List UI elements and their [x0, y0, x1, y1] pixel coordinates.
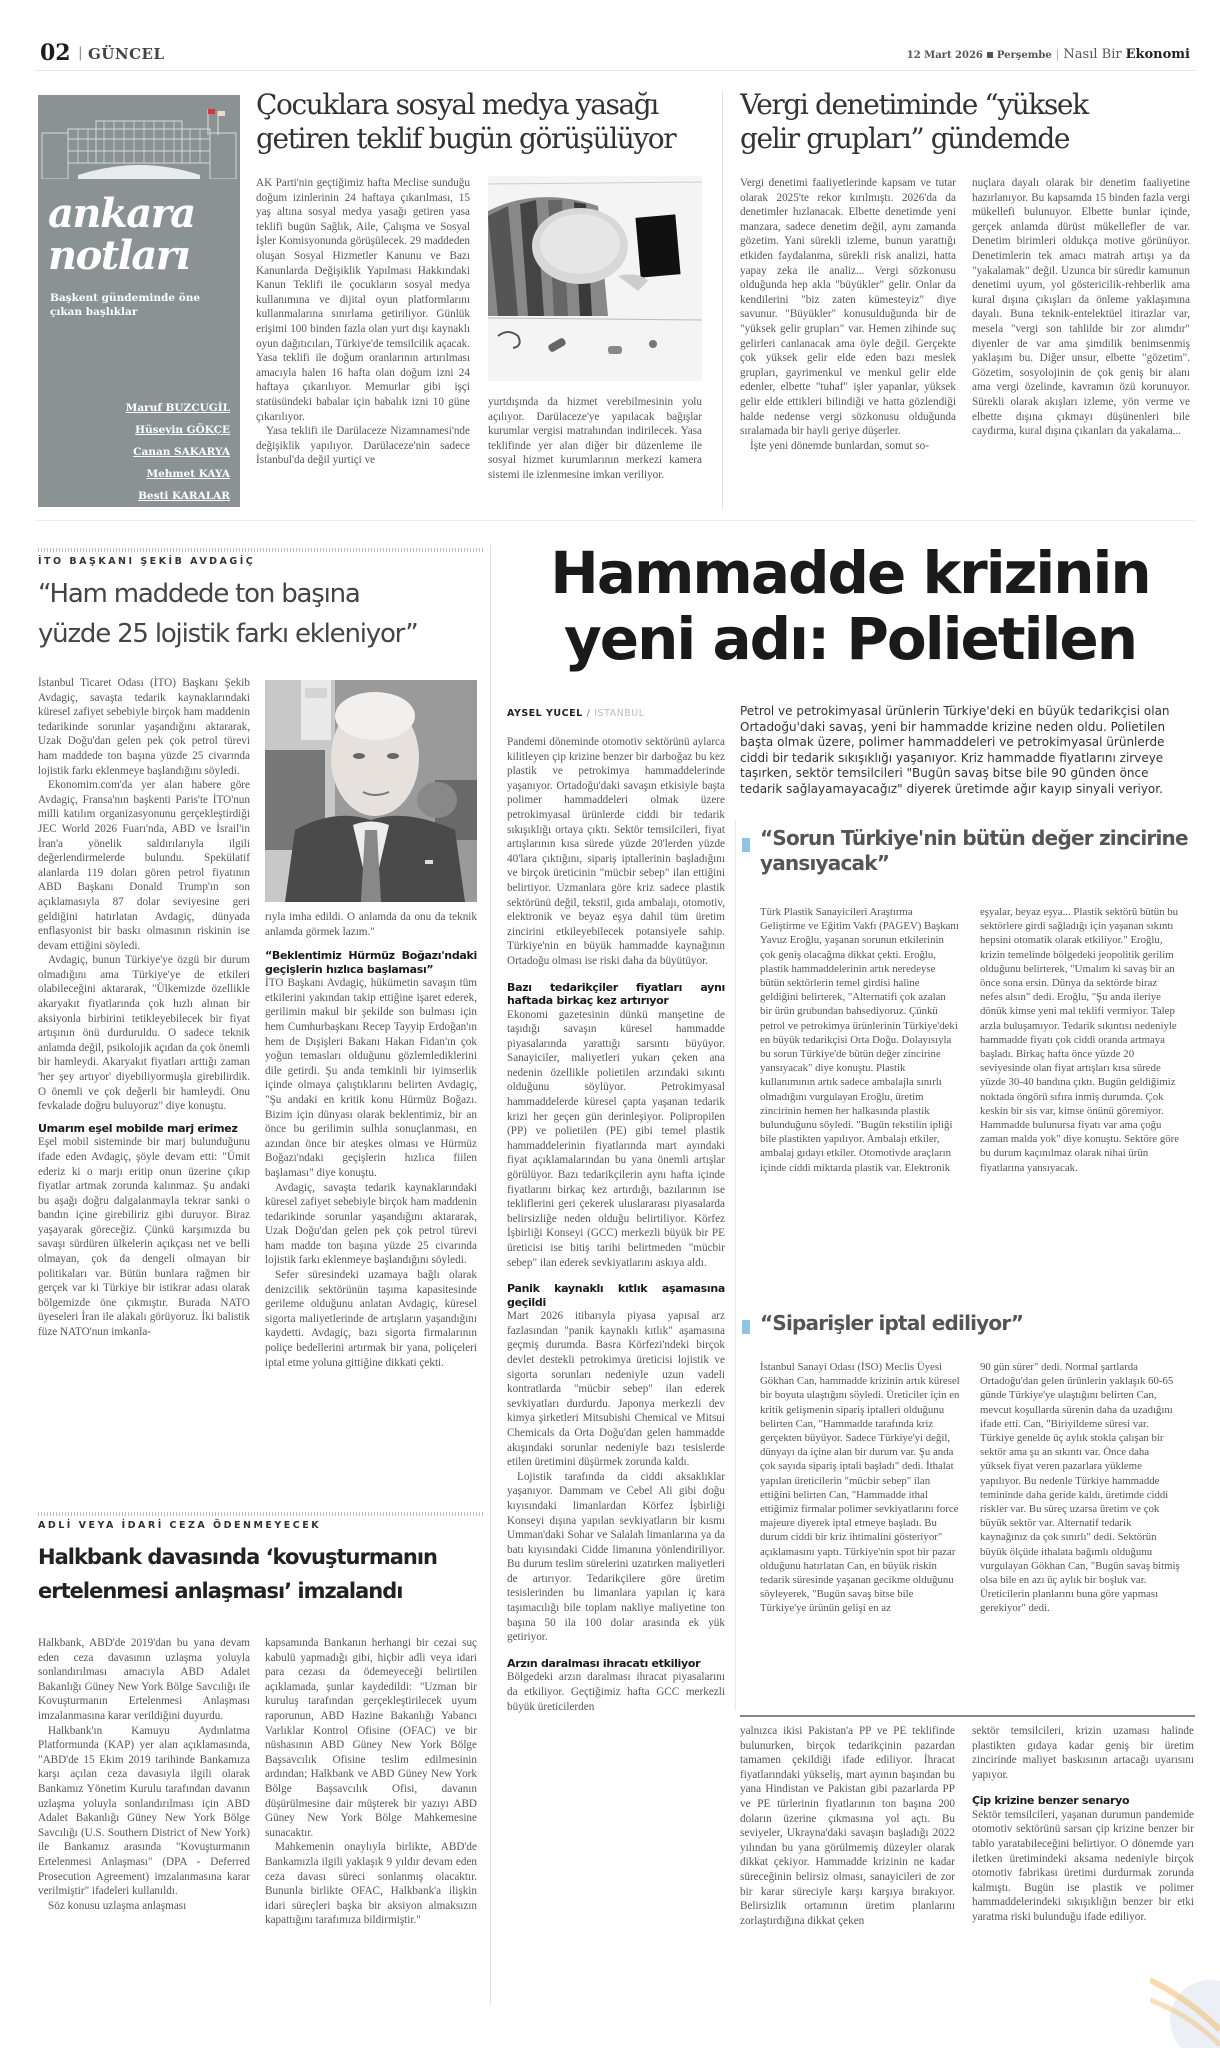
paragraph: Halkbank'ın Kamuyu Aydınlatma Platformunda (KAP) yer alan açıklamasında, "ABD'de 15 Ekim 2019 tarihinde Bankamıza karşı açılan ceza davasıyla ilgili olarak Bankamız Yönetim Kurulu tarafından davanın uzlaşma yoluyla sonlandırılması için ABD Adalet Bakanlığı Güney New York Bölge Savcılığı (U.S. Southern District of New York) ile Bankamız arasında "Kovuşturmanın Ertelenmesi Anlaşması" (DPA - Deferred Prosecution Agreement) imzalanmasına karar verilmiştir" ifadeleri kullanıldı. [38, 1724, 250, 1898]
issue-date: 12 Mart 2026 [906, 50, 983, 61]
paragraph: eşyalar, beyaz eşya... Plastik sektörü bütün bu sektörlere girdi sağladığı için yaşanan sıkıntı hepsini otomatik olarak etkiliyor." Eroğlu, krizin temelinde bölgedeki jeopolitik gerilim olduğunu belirterek, "Umalım ki savaş bir an önce sona ersin. Dünya da sektörde biraz nefes alsın" dedi. Eroğlu, "Şu anda ileriye dönük kimse yeni mal teklifi vermiyor. Talep arzla buluşamıyor. Tedarik sıkıntısı nedeniyle hammadde fiyatı çok ciddi oranda artmaya başladı. Birkaç hafta önce yüzde 20 seviyesinde olan fiyat artışları kısa sürede yüzde 30-40 bandına çıktı. Bugün geldiğimiz noktada öngörü sıfıra inmiş durumda. Çok keskin bir sis var, kimse önünü göremiyor. Hammadde bulunursa fiyatı var ama çoğu zaman malda yok" diye konuştu. Sektöre göre bu durum kaçınılmaz olarak nihai ürün fiyatlarına yansıyacak. [980, 906, 1179, 1174]
column-divider [490, 545, 491, 2005]
social-media-column-1 [256, 176, 470, 504]
header-meta [907, 47, 1190, 62]
headline-line: getiren teklif bugün görüşülüyor [256, 122, 676, 155]
headline-line: yüzde 25 lojistik farkı ekleniyor” [38, 619, 418, 649]
paragraph: Eşel mobil sisteminde bir marj bulunduğunu ifade eden Avdagiç, şöyle devam etti: "Ümit ederiz ki o marjı eritip onun üzerine çıkıp fiyatlar artmak zorunda kalınmaz. Şu andaki bu aşağı doğru dalgalanmayla tekrar sanki o bandın içine girebiliriz gibi duruyor. Biraz yaşayarak göreceğiz. Çünkü karşımızda bu savaşı sürdüren ülkelerin açıkçası net ve belli olmayan, çok da dengeli olmayan bir politikaları var. Bütün bunlara rağmen bir gerçek var ki Türkiye bir istikrar adası olarak bölgemizde öne çıkmıştır. Burada NATO üyeseleri İran ile alakalı görüyoruz. İki balistik füze NATO'nun imkanla- [38, 1136, 250, 1339]
box1-column-1 [760, 905, 960, 1301]
ankara-notlari-panel [38, 95, 240, 507]
box1-title: “Sorun Türkiye'nin bütün değer zincirine yansıyacak” [760, 826, 1188, 875]
quote-marker-icon [742, 838, 750, 852]
paragraph: Ekonomi gazetesinin dünkü manşetine de taşıdığı savaşın küresel hammadde piyasalarında yarattığı sarsıntı büyüyor. Sanayiciler, maliyetleri yukarı çeken ana nedenin özellikle polietilen arzındaki sıkıntı olduğunu söylüyor. Petrokimyasal hammaddelerde küresel çapta yaşanan tedarik krizi her geçen gün derinleşiyor. Polipropilen (PP) ve polietilen (PE) gibi temel plastik hammaddelerinin fiyatlarında mart ayındaki fiyat açıklamalarından bu yana önemli artışlar görülüyor. Bazı tedarikçilerin aynı hafta içinde fiyatlarını birkaç kez artırdığı, bazılarının ise tekliflerini geri çekerek uluslararası piyasalarda belirsizliğe neden olduğu belirtiliyor. Körfez İşbirliği Konseyi (GCC) merkezli büyük bir PE üreticisi ise bitiş tarihi belirtmeden "mücbir sebep" ilan ederek sevkiyatlarını askıya aldı. [507, 1008, 725, 1269]
author-link[interactable]: Maruf BUZCUGİL [125, 402, 230, 414]
author-link[interactable]: Besti KARALAR [138, 490, 230, 502]
box-bottom-rule [740, 1715, 1195, 1717]
author-link[interactable]: Hüseyin GÖKÇE [135, 424, 230, 436]
subheading: Bazı tedarikçiler fiyatları aynı haftada birkaç kez artırıyor [507, 980, 725, 1007]
main-column-2-bottom [740, 1724, 955, 2044]
subheading: Panik kaynaklı kıtlık aşamasına geçildi [507, 1282, 725, 1309]
byline: AYSEL YÜCEL / İSTANBUL [507, 708, 645, 719]
paragraph: Bölgedeki arzın daralması ihracat piyasalarını da etkiliyor. Geçtiğimiz hafta GCC merkezli büyük üreticilerden [507, 1671, 725, 1713]
social-media-headline [256, 88, 716, 156]
box2-column-1 [760, 1360, 960, 1700]
halkbank-kicker: ADLİ VEYA İDARİ CEZA ÖDENMEYECEK [38, 1520, 322, 1531]
subheading: “Beklentimiz Hürmüz Boğazı'ndaki geçişlerin hızlıca başlaması” [265, 949, 477, 976]
paragraph: İTO Başkanı Avdagiç, hükümetin savaşın tüm etkilerini yakından takip ettiğine işaret ederek, gerilimin makul bir şekilde son bulması için hem Cumhurbaşkanı Recep Tayyip Erdoğan'ın hem de Dışişleri Bakanı Hakan Fidan'ın çok yoğun temasları olduğunu gözlemlediklerini dile getirdi. Şu anda temkinli bir iyimserlik içinde olmaya çalıştıklarını belirten Avdagiç, "Şu andaki en kritik konu Hürmüz Boğazı. Bizim için dünyası olarak beklentimiz, bir an önce bu gerilimin sulhla sonuçlanması, en azından önce bir ateşkes olması ve Hürmüz Boğazı'ndaki geçişlerin hızlıca fiilen başlaması" diye konuştu. [265, 977, 477, 1179]
ankara-title-line2: notları [48, 232, 190, 279]
parliament-building-illustration [38, 95, 240, 183]
paragraph: Avdagiç, bunun Türkiye'ye özgü bir durum olmadığını ama Türkiye'ye de etkileri olabileceğini aktararak, "Ülkemizde özellikle akaryakıt fiyatlarında çok hızlı alınan bir aksiyonla birbirini tetikleyebilecek bir fiyat artışının önü durduruldu. O sadece teknik anlamda değil, psikolojik açıdan da çok önemli bir hamleydi. Akaryakıt fiyatları arttığı zaman 'her şey artıyor' diyebiliyormuşla girebilirdik. O önemli ve çok değerli bir hamleydi. Onu fevkalade doğru buluyoruz" diye konuştu. [38, 954, 250, 1113]
subheading: Çip krizine benzer senaryo [972, 1794, 1130, 1808]
paragraph: Söz konusu uzlaşma anlaşması [48, 1899, 187, 1912]
paragraph: Yasa teklifi ile Darülaceze Nizamnamesi'nde değişiklik yapılıyor. Darülaceze'nin sadece İstanbul'da değil yurtiçi ve [256, 425, 470, 467]
page-number: 02 [40, 40, 71, 66]
headline-line: gelir grupları” gündemde [740, 122, 1070, 155]
paragraph: rıyla imha edildi. O anlamda da onu da teknik anlamda görmek lazım." [265, 911, 477, 938]
ankara-title-line1: ankara [48, 190, 195, 237]
halkbank-headline [38, 1540, 486, 1608]
box1-column-2 [980, 905, 1180, 1301]
ito-headline [38, 574, 486, 654]
ankara-notlari-title [48, 190, 195, 279]
header-divider: | [1055, 48, 1060, 61]
author-link[interactable]: Mehmet KAYA [146, 468, 230, 480]
brand-name-part1: Nasıl Bir [1063, 47, 1122, 62]
paragraph: Türk Plastik Sanayicileri Araştırma Geliştirme ve Eğitim Vakfı (PAGEV) Başkanı Yavuz Eroğlu, yaşanan sorunun etkilerinin çok geniş olacağına dikkat çekti. Eroğlu, plastik hammaddelerinin artık neredeyse bütün sektörlerin temel girdisi haline geldiğini belirterek, "Alternatifi çok azalan bir ürün grubundan bahsediyoruz. Çünkü petrol ve petrokimya ürünlerinin Türkiye'deki en büyük tedarikçisi Orta Doğu. Dolayısıyla bu sorun Türkiye'de bütün değer zincirine yansıyacak" diye konuştu. Plastik kullanımının artık sadece ambalajla sınırlı olmadığını vurgulayan Eroğlu, üretim zincirinin hemen her halkasında plastik bulunduğunu söyledi. "Bugün tekstilin ipliği bile plastikten yapılıyor. Ambalajı etkiler, ambalaj gıdayı etkiler. Otomotivde araçların içinde ciddi miktarda plastik var. Elektronik [760, 906, 959, 1174]
paragraph: Avdagiç, savaşta tedarik kaynaklarındaki küresel zafiyet sebebiyle birçok ham maddenin tedarikinde sorunlar yaşandığını aktararak, Uzak Doğu'dan gelen pek çok petrol türevi ham madde ton başına yüzde 25 civarında lojistik farkı eklenmeye başlandığını söyledi. [265, 1181, 477, 1267]
issue-weekday: Perşembe [996, 50, 1052, 61]
header-separator: | [78, 45, 83, 61]
paragraph: Ekonomim.com'da yer alan habere göre Avdagiç, Fransa'nın başkenti Paris'te İTO'nun milli katılım organizasyonunu gerçekleştirdiği JEC World 2026 Fuarı'nda, ABD ve İsrail'in İran'a yönelik saldırılarıyla ilgili değerlendirmelerde bulundu. Spekülatif alanlarda 119 doları gören petrol fiyatının ABD Başkanı Donald Trump'ın son açıklamasıyla 87 dolar seviyesine geri geldiğini hatırlatan Avdagiç, dünyada enflasyonist bir baskı olmasının riskinin ise devam ettiğini söyledi. [38, 779, 250, 952]
headline-line: Vergi denetiminde “yüksek [740, 88, 1088, 121]
byline-author: AYSEL YÜCEL [507, 708, 583, 719]
main-column-1 [507, 735, 725, 2035]
ito-column-1 [38, 676, 250, 1506]
brand-name-part2: Ekonomi [1125, 47, 1190, 62]
halkbank-column-2 [265, 1636, 477, 2041]
column-divider [722, 90, 723, 510]
social-media-column-2 [488, 395, 702, 505]
main-headline [505, 540, 1195, 672]
main-lede: Petrol ve petrokimyasal ürünlerin Türkiye'deki en büyük tedarikçisi olan Ortadoğu'daki savaş, yeni bir hammadde krizine neden oldu. Polietilen başta olmak üzere, polimer hammaddeleri ve petrokimyasal ürünlerde ciddi bir tedarik sıkışıklığı yaşanıyor. Kriz hammadde fiyatlarını zirveye taşırken, sektör temsilcileri "Bugün savaş bitse bile 90 günden önce tedarik sağlayamayacağız" diyerek üretimde ağır kayıp sinyali veriyor. [740, 704, 1170, 796]
halkbank-column-1 [38, 1636, 250, 2041]
paragraph: Lojistik tarafında da ciddi aksaklıklar yaşanıyor. Dammam ve Cebel Ali gibi doğu kıyısındaki limanlardan Körfez İşbirliği Konseyi dışına yapılan sevkiyatların bir kısmı Umman'daki Sohar ve Salalah limanlarına ya da batı kıyısındaki Cidde limanına yönlendiriliyor. Bu durum teslim sürelerini uzatırken maliyetleri de artırıyor. Tedarikçilere göre üretim tesislerinden bu limanlara yapılan iç kara taşımacılığı bile toplam nakliye maliyetine ton başına 50 ila 100 dolar arasında ek yük getiriyor. [507, 1470, 725, 1644]
header-rule [35, 70, 1195, 71]
headline-line: Hammadde krizinin [550, 539, 1150, 607]
paragraph: Sefer süresindeki uzamaya bağlı olarak denizcilik sektörünün taşıma kapasitesinde gerileme olduğunu anlatan Avdagiç, küresel sigorta maliyetlerinde de artışların yaşandığını kaydetti. Avdagiç, bazı sigorta firmalarının poliçe bedellerini artırmak bir yana, poliçeleri iptal etme yoluna gittiğine dikkati çekti. [265, 1269, 477, 1369]
paragraph: Mahkemenin onaylıyla birlikte, ABD'de Bankamızla ilgili yaklaşık 9 yıldır devam eden ceza davası süreci sonlanmış olacaktır. Bununla birlikte OFAC, Halkbank'a ilişkin idari süreçleri başka bir aksiyon almaksızın kapattığını tarafımıza bildirmiştir." [265, 1841, 477, 1927]
box2-column-2 [980, 1360, 1180, 1700]
quote-marker-icon [742, 1320, 750, 1334]
box2-title: “Siparişler iptal ediliyor” [760, 1311, 1024, 1335]
child-with-tablet-photo [488, 176, 702, 381]
paragraph: kapsamında Bankanın herhangi bir cezai suç kabulü yapmadığı gibi, hiçbir adli veya idari para cezası da ödemeyeceği belirtilen açıklamada, şunlar kaydedildi: "Uzman bir kuruluş tarafından gerçekleştirilecek uyum raporunun, ABD Hazine Bakanlığı Yabancı Varlıklar Kontrol Ofisine (OFAC) ve bir nüshasının ABD Güney New York Bölge Başsavcılık Ofisine teslim edilmesinin ardından; Halkbank ve ABD Güney New York Bölge Başsavcılık Ofisi, davanın düşürülmesine dair müşterek bir yazıyı ABD Güney New York Bölge Mahkemesine sunacaktır. [265, 1637, 477, 1839]
tax-column-2 [972, 176, 1190, 504]
paragraph: İstanbul Ticaret Odası (İTO) Başkanı Şekib Avdagiç, savaşta tedarik kaynaklarındaki küresel zafiyet sebebiyle birçok ham maddenin tedarikinde sorunlar yaşandığını aktararak, Uzak Doğu'dan gelen pek çok petrol türevi ham maddede ton başına yüzde 25 civarında lojistik farkı eklenmeye başlandığını söyledi. [38, 677, 250, 777]
box-border [735, 820, 736, 1710]
paragraph: Pandemi döneminde otomotiv sektörünü aylarca kilitleyen çip krizine benzer bir darboğaz bu kez plastik ve petrokimya hammaddelerinde yaşanıyor. Ortadoğu'daki savaşın etkisiyle başta polimer hammaddeleri olmak üzere petrokimyasal ürünlerde ciddi bir tedarik sıkışıklığı ortaya çıktı. Sektör temsilcileri, fiyat artışlarının kısa sürede yüzde 20'lerden yüzde 40'lara çıktığını, sipariş iptallerinin başladığını ve birçok üreticinin "mücbir sebep" ilan ettiğini belirtiyor. Uzmanlara göre kriz sadece plastik sektörünü değil, tekstil, gıda ambalajı, otomotiv, elektronik ve beyaz eşya dahil tüm üretim zincirini etkileyebilecek potansiyele sahip. Türkiye'nin en büyük hammadde kaynağının Ortadoğu olması ise riski daha da büyütüyor. [507, 736, 725, 967]
headline-line: Çocuklara sosyal medya yasağı [256, 88, 658, 121]
tax-headline [740, 88, 1195, 156]
paragraph: Sektör temsilcileri, yaşanan durumun pandemide otomotiv sektörünü sarsan çip krizine benzer bir tablo yaratabileceğini belirtiyor. O dönemde yarı iletken üretimindeki aksama nedeniyle birçok otomotiv fabrikası üretimi durdurmak zorunda kalmıştı. Bugün ise plastik ve polimer hammaddelerindeki sıkışıklığın benzer bir etki yaratma riski bulunduğu ifade ediliyor. [972, 1808, 1194, 1924]
paragraph: 90 gün sürer" dedi. Normal şartlarda Ortadoğu'dan gelen ürünlerin yaklaşık 60-65 günde Türkiye'ye ulaştığını belirten Can, mevcut koşullarda sürenin daha da uzadığını ifade etti. Can, "Biriyildeme süresi var. Türkiye genelde üç aylık stokla çalışan bir sektör ama şu an sıkıntı var. Önce daha yüksek fiyat veren pazarlara yükleme yapılıyor. Bu nedenle Türkiye hammadde temininde daha geride kaldı, üretimde ciddi riskler var. Bu süreç uzarsa üretim ve çok büyük sektör var. Alternatif tedarik kaynağınız da çok sınırlı" dedi. Sektörün büyük ölçüde ithalata bağımlı olduğunu vurgulayan Gökhan Can, "Bugün savaş bitmiş olsa bile en azı üç aylık bir boşluk var. Üreticilerin planlarını buna göre yapması gerekiyor" dedi. [980, 1361, 1180, 1615]
paragraph: Halkbank, ABD'de 2019'dan bu yana devam eden ceza davasının uzlaşma yoluyla sonlandırılması amacıyla ABD Adalet Bakanlığı Güney New York Bölge Savcılığı ile Kovuşturmanın Ertelenmesi Anlaşması imzalanmasına karar verildiğini duyurdu. [38, 1637, 250, 1722]
dotted-rule [38, 548, 483, 552]
headline-line: ertelenmesi anlaşması’ imzalandı [38, 1579, 403, 1603]
paragraph: Vergi denetimi faaliyetlerinde kapsam ve tutar olarak 2025'te rekor kırılmıştı. 2026'da da denetimler hızlanacak. Elbette denetimde yeni manzara, sadece denetim değil, aynı zamanda gözetim. Yani sürekli izleme, bunun yarattığı etkiden faydalanma, sürekli risk analizi, hatta yapay zeka ile analiz... Vergi sözkonusu olduğunda hep akla "büyükler" gelir. Onlar da kendilerini "biz zaten kümesteyiz" diye savunur. "Büyükler" konusulduğunda bir de "yüksek gelir grupları" var. Hemen zihinde suç gelirleri canlanacak ama öyle değil. Gerçekte çok yüksek gelir elde eden bazı meslek grupları, gayrimenkul ve menkul gelir elde edenler, elbette "tuhaf" işler yapanlar, yüksek gelir elde ettikleri bilindiği ve hatta gözlendiği halde nedense vergi sözkonusu olduğunda sıralamada bir hayli geriye düşerler. [740, 177, 956, 438]
paragraph: İşte yeni dönemde bunlardan, somut so- [750, 439, 929, 452]
tax-column-1 [740, 176, 956, 504]
ito-column-2 [265, 910, 477, 1506]
subheading: Arzın daralması ihracatı etkiliyor [507, 1656, 701, 1670]
avdagic-portrait-photo [265, 680, 477, 902]
square-bullet-icon [987, 52, 993, 58]
dotted-rule [38, 1512, 483, 1516]
section-rule [35, 520, 1195, 521]
paragraph: sektör temsilcileri, krizin uzaması halinde plastikten gıdaya kadar geniş bir üretim zincirinde maliyet baskısının artacağı uyarısını yapıyor. [972, 1725, 1194, 1781]
headline-line: “Ham maddede ton başına [38, 579, 360, 609]
byline-city: İSTANBUL [594, 708, 645, 719]
paragraph: yalnızca ikisi Pakistan'a PP ve PE teklifinde bulunurken, birçok tedarikçinin pazardan tamamen çekildiği ifade ediliyor. İhracat fiyatlarındaki yükseliş, mart ayının başından bu yana Hindistan ve Pakistan gibi pazarlarda PP ve PE türlerinin fiyatlarının ton başına 200 doların üzerine çıkmasına yol açtı. Bu seviyeler, Ukrayna'daki savaşın başladığı 2022 yılından bu yana görülmemiş düzeyler olarak dikkat çekiyor. Hammadde krizinin ne kadar süreceğinin belirsiz olması, sanayicileri de zor bir karar süreciyle karşı karşıya bırakıyor. Belirsizlik ortamının üretim planlarını zorlaştırdığına dikkat çeken [740, 1725, 955, 1927]
ito-kicker: İTO BAŞKANI ŞEKİB AVDAGİÇ [38, 556, 256, 567]
watermark-logo-icon [1150, 1960, 1220, 2048]
headline-line: Halkbank davasında ‘kovuşturmanın [38, 1545, 438, 1569]
paragraph: AK Parti'nin geçtiğimiz hafta Meclise sunduğu doğum izinlerinin 24 haftaya çıkarılması, 15 yaş altına sosyal medya yasağı getiren yasa teklifi bugün Sağlık, Aile, Çalışma ve Sosyal İşler Komisyonunda görüşülecek. 29 maddeden oluşan Sosyal Hizmetler Kanunu ve Bazı Kanunlarda Değişiklik Yapılması Hakkındaki Kanun Teklifi ile çocukların sosyal medya kullanımına ve dijital oyun platformlarını kullanmalarına sınırlama getiriliyor. Günlük erişimi 100 binden fazla olan yurt dışı kaynaklı oyun dağıtıcıları, Türkiye'de temsilcilik açacak. Yasa teklifi ile doğum oranlarının artırılması amacıyla halen 16 hafta olan doğum izni 24 haftaya çıkarılıyor. Memurlar gibi işçi statüsündeki babalar için babalık izni 10 güne çıkarılıyor. [256, 177, 470, 423]
paragraph: Mart 2026 itibarıyla piyasa yapısal arz fazlasından "panik kaynaklı kıtlık" aşamasına geçmiş durumda. Basra Körfezi'ndeki birçok devlet destekli petrokimya üreticisi lojistik ve sigorta sorunları nedeniyle uzun vadeli kontratlarda "mücbir sebep" ilan ederek sevkiyatları durdurdu. Japonya merkezli dev kimya şirketleri Mitsubishi Chemical ve Mitsui Chemicals da Orta Doğu'dan gelen hammadde akışındaki sorunlar nedeniyle bazı tesislerde etilen üretimini düşürmek zorunda kaldı. [507, 1310, 725, 1469]
subheading: Umarım eşel mobilde marj erimez [38, 1121, 238, 1135]
author-link[interactable]: Canan SAKARYA [133, 446, 230, 458]
ankara-notlari-subtitle: Başkent gündeminde öne çıkan başlıklar [50, 292, 201, 318]
section-name: GÜNCEL [88, 45, 165, 63]
paragraph: nuçlara dayalı olarak bir denetim faaliyetine hazırlanıyor. Bu kapsamda 15 binden fazla vergi mükellefi bulunuyor. Elbette bunlar içinde, gerçek anlamda dürüst mükellefler de var. Denetim birimleri oldukça motive görünüyor. Denetimlerin tek amacı matrah artışı ya da "yakalamak" değil. Uzunca bir süredir kamunun denetimi uyum, yol göstericilik-rehberlik ama kural dışına çıkışları da önleme yaklaşımına dayalı. Buna teknik-entelektüel itirazlar var, mesela "vergi son tahlilde bir zor alımdır" diyenler de var ama şimdilik benimsenmiş yaklaşım bu. Diğer unsur, elbette "gözetim". Gözetim, sosyolojinin de çok geniş bir alanı ama vergi özelinde, kavramın özü korunuyor. Sürekli olarak akışları izleme, yön verme ve elbette dışına çıkmayı düşünenleri bile caydırma, kural dışına çıkanları da yakalama... [972, 177, 1190, 438]
paragraph: İstanbul Sanayi Odası (İSO) Meclis Üyesi Gökhan Can, hammadde krizinin artık küresel bir boyuta ulaştığını söyledi. Üreticiler için en kritik gelişmenin sipariş iptalleri olduğunu belirten Can, "Hammadde tarafında kriz gerçekten büyüyor. Sadece Türkiye'yi değil, dünyayı da içine alan bir durum var. Şu anda çok sayıda sipariş iptali başladı" dedi. İthalat yapılan üreticilerin "mücbir sebep" ilan ettiğini belirten Can, "Hammadde ithal ettiğimiz firmalar polimer sevkiyatlarını force majeure diyerek iptal etmeye başladı. Bu durum ciddi bir kriz ihtimalini gösteriyor" açıklamasını yaptı. Türkiye'nin spot bir pazar olduğunu hatırlatan Can, en büyük riskin tedarik süresinde yaşanan gecikme olduğunu söyleyerek, "Bugün savaş bitse bile Türkiye'ye ürünün gelişi en az [760, 1361, 960, 1615]
headline-line: yeni adı: Polietilen [563, 605, 1136, 673]
paragraph: yurtdışında da hizmet verebilmesinin yolu açılıyor. Darülaceze'ye yapılacak bağışlar kurumlar vergisi matrahından indirilecek. Yasa teklifinde yer alan diğer bir düzenleme ile sosyal hizmet kurumlarının merkezi kamera sistemi ile izlenmesine imkan veriliyor. [488, 396, 702, 481]
